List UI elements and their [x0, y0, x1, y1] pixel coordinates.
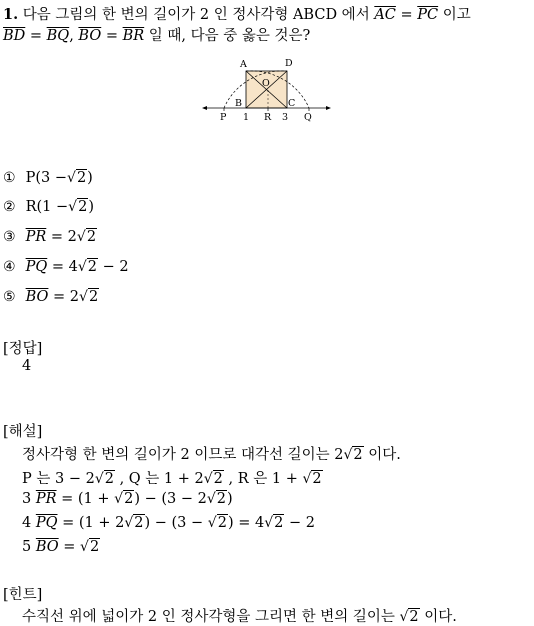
choice-number: ②: [3, 199, 16, 215]
radicand: 2: [353, 447, 363, 463]
choice-5[interactable]: [3, 289, 99, 305]
radicand: 2: [312, 471, 322, 487]
sqrt: √2: [124, 515, 144, 531]
explanation-line-3: [22, 491, 233, 507]
radicand: 2: [104, 471, 114, 487]
text: ) = 4: [227, 515, 265, 531]
text: 이다.: [368, 447, 401, 463]
segment-ac: $\overline{AC}$: [374, 7, 396, 23]
sqrt: √2: [68, 199, 88, 215]
text: ): [226, 491, 233, 507]
label-a: A: [240, 59, 247, 70]
answer-header: [정답]: [3, 341, 43, 357]
tick-label-p: P: [220, 112, 227, 123]
sqrt: √2: [264, 515, 284, 531]
radicand: 2: [86, 229, 97, 245]
choice-text: = 2: [53, 289, 80, 305]
sqrt: √2: [399, 609, 419, 625]
explanation-line-1: [22, 443, 401, 464]
text: − 2: [288, 515, 315, 531]
sqrt: √2: [80, 539, 100, 555]
text: 수직선 위에 넓이가 2 인 정사각형을 그리면 한 변의 길이는: [22, 609, 395, 625]
segment: $\overline{PQ}$: [25, 259, 48, 275]
question-text-1: 다음 그림의 한 변의 길이가 2 인 정사각형 ABCD 에서: [22, 7, 370, 23]
choice-text: P(3 −: [25, 170, 68, 186]
question-number: 1.: [3, 6, 19, 23]
radicand: 2: [409, 609, 419, 625]
text: 이다.: [424, 609, 457, 625]
segment: $\overline{PR}$: [35, 491, 57, 507]
radicand: 2: [274, 515, 284, 531]
text: ) − (3 − 2: [134, 491, 207, 507]
text: = (1 +: [61, 491, 110, 507]
equals-sign: =: [400, 7, 413, 23]
sqrt: √2: [79, 289, 99, 305]
choice-number: ①: [3, 170, 16, 186]
label-c: C: [288, 98, 296, 109]
segment-br: $\overline{BR}$: [122, 28, 145, 44]
segment: $\overline{PR}$: [25, 229, 47, 245]
radicand: 2: [76, 170, 87, 186]
question-line-2: [3, 24, 310, 45]
choice-3[interactable]: [3, 229, 97, 245]
choice-text: ): [87, 170, 93, 186]
radicand: 2: [217, 515, 227, 531]
text: 정사각형 한 변의 길이가 2 이므로 대각선 길이는 2: [22, 447, 344, 463]
radicand: 2: [213, 471, 223, 487]
radicand: 2: [88, 289, 99, 305]
text: =: [63, 539, 76, 555]
choice-4[interactable]: [3, 259, 129, 275]
segment-pc: $\overline{PC}$: [417, 7, 439, 23]
segment: $\overline{BO}$: [35, 539, 59, 555]
hint-text: [22, 605, 457, 626]
sqrt: √2: [343, 447, 363, 463]
segment-bo: $\overline{BO}$: [78, 28, 102, 44]
text: , R 은 1 +: [228, 471, 298, 487]
text: , Q 는 1 + 2: [119, 471, 204, 487]
explanation-line-5: [22, 539, 100, 555]
text: 5: [22, 539, 32, 555]
radicand: 2: [89, 539, 100, 555]
explanation-line-4: [22, 515, 315, 531]
choice-text: − 2: [102, 259, 129, 275]
segment: $\overline{BO}$: [25, 289, 49, 305]
equals-sign: =: [105, 28, 118, 44]
tick-label-q: Q: [304, 112, 312, 123]
label-o: O: [262, 78, 270, 89]
label-b: B: [235, 98, 242, 109]
explanation-header: [해설]: [3, 424, 43, 440]
tick-label-r: R: [264, 112, 272, 123]
explanation-line-2: [22, 467, 323, 488]
sqrt: √2: [114, 491, 134, 507]
comma: ,: [69, 28, 74, 44]
radicand: 2: [124, 491, 134, 507]
text: = (1 + 2: [62, 515, 125, 531]
choice-text: R(1 −: [25, 199, 69, 215]
choice-number: ④: [3, 259, 16, 275]
choice-number: ③: [3, 229, 16, 245]
choice-text: ): [88, 199, 94, 215]
square-figure: [200, 56, 335, 126]
label-d: D: [285, 58, 293, 69]
text: 3: [22, 491, 32, 507]
radicand: 2: [134, 515, 144, 531]
segment: $\overline{PQ}$: [35, 515, 58, 531]
segment-bq: $\overline{BQ}$: [46, 28, 70, 44]
radicand: 2: [216, 491, 226, 507]
question-text-2: 이고: [442, 7, 471, 23]
answer-value: 4: [22, 358, 32, 374]
arrow-left-icon: [202, 106, 207, 110]
radicand: 2: [87, 259, 98, 275]
sqrt: √2: [206, 491, 226, 507]
tick-label-1: 1: [243, 112, 250, 123]
choice-1[interactable]: [3, 170, 93, 186]
segment-bd: $\overline{BD}$: [3, 28, 26, 44]
choice-2[interactable]: [3, 199, 94, 215]
sqrt: √2: [67, 170, 87, 186]
text: ) − (3 −: [144, 515, 204, 531]
tick-label-3: 3: [282, 112, 289, 123]
sqrt: √2: [203, 471, 223, 487]
sqrt: √2: [76, 229, 97, 245]
radicand: 2: [78, 199, 88, 215]
arrow-right-icon: [326, 106, 331, 110]
choice-number: ⑤: [3, 289, 16, 305]
text: 4: [22, 515, 32, 531]
text: P 는 3 − 2: [22, 471, 95, 487]
equals-sign: =: [29, 28, 43, 44]
question-text-3: 일 때, 다음 중 옳은 것은?: [148, 28, 311, 44]
question-line-1: [3, 3, 471, 24]
sqrt: √2: [94, 471, 114, 487]
hint-header: [힌트]: [3, 587, 43, 603]
sqrt: √2: [302, 471, 322, 487]
choice-text: = 2: [50, 229, 77, 245]
sqrt: √2: [207, 515, 227, 531]
choice-text: = 4: [51, 259, 78, 275]
sqrt: √2: [77, 259, 98, 275]
